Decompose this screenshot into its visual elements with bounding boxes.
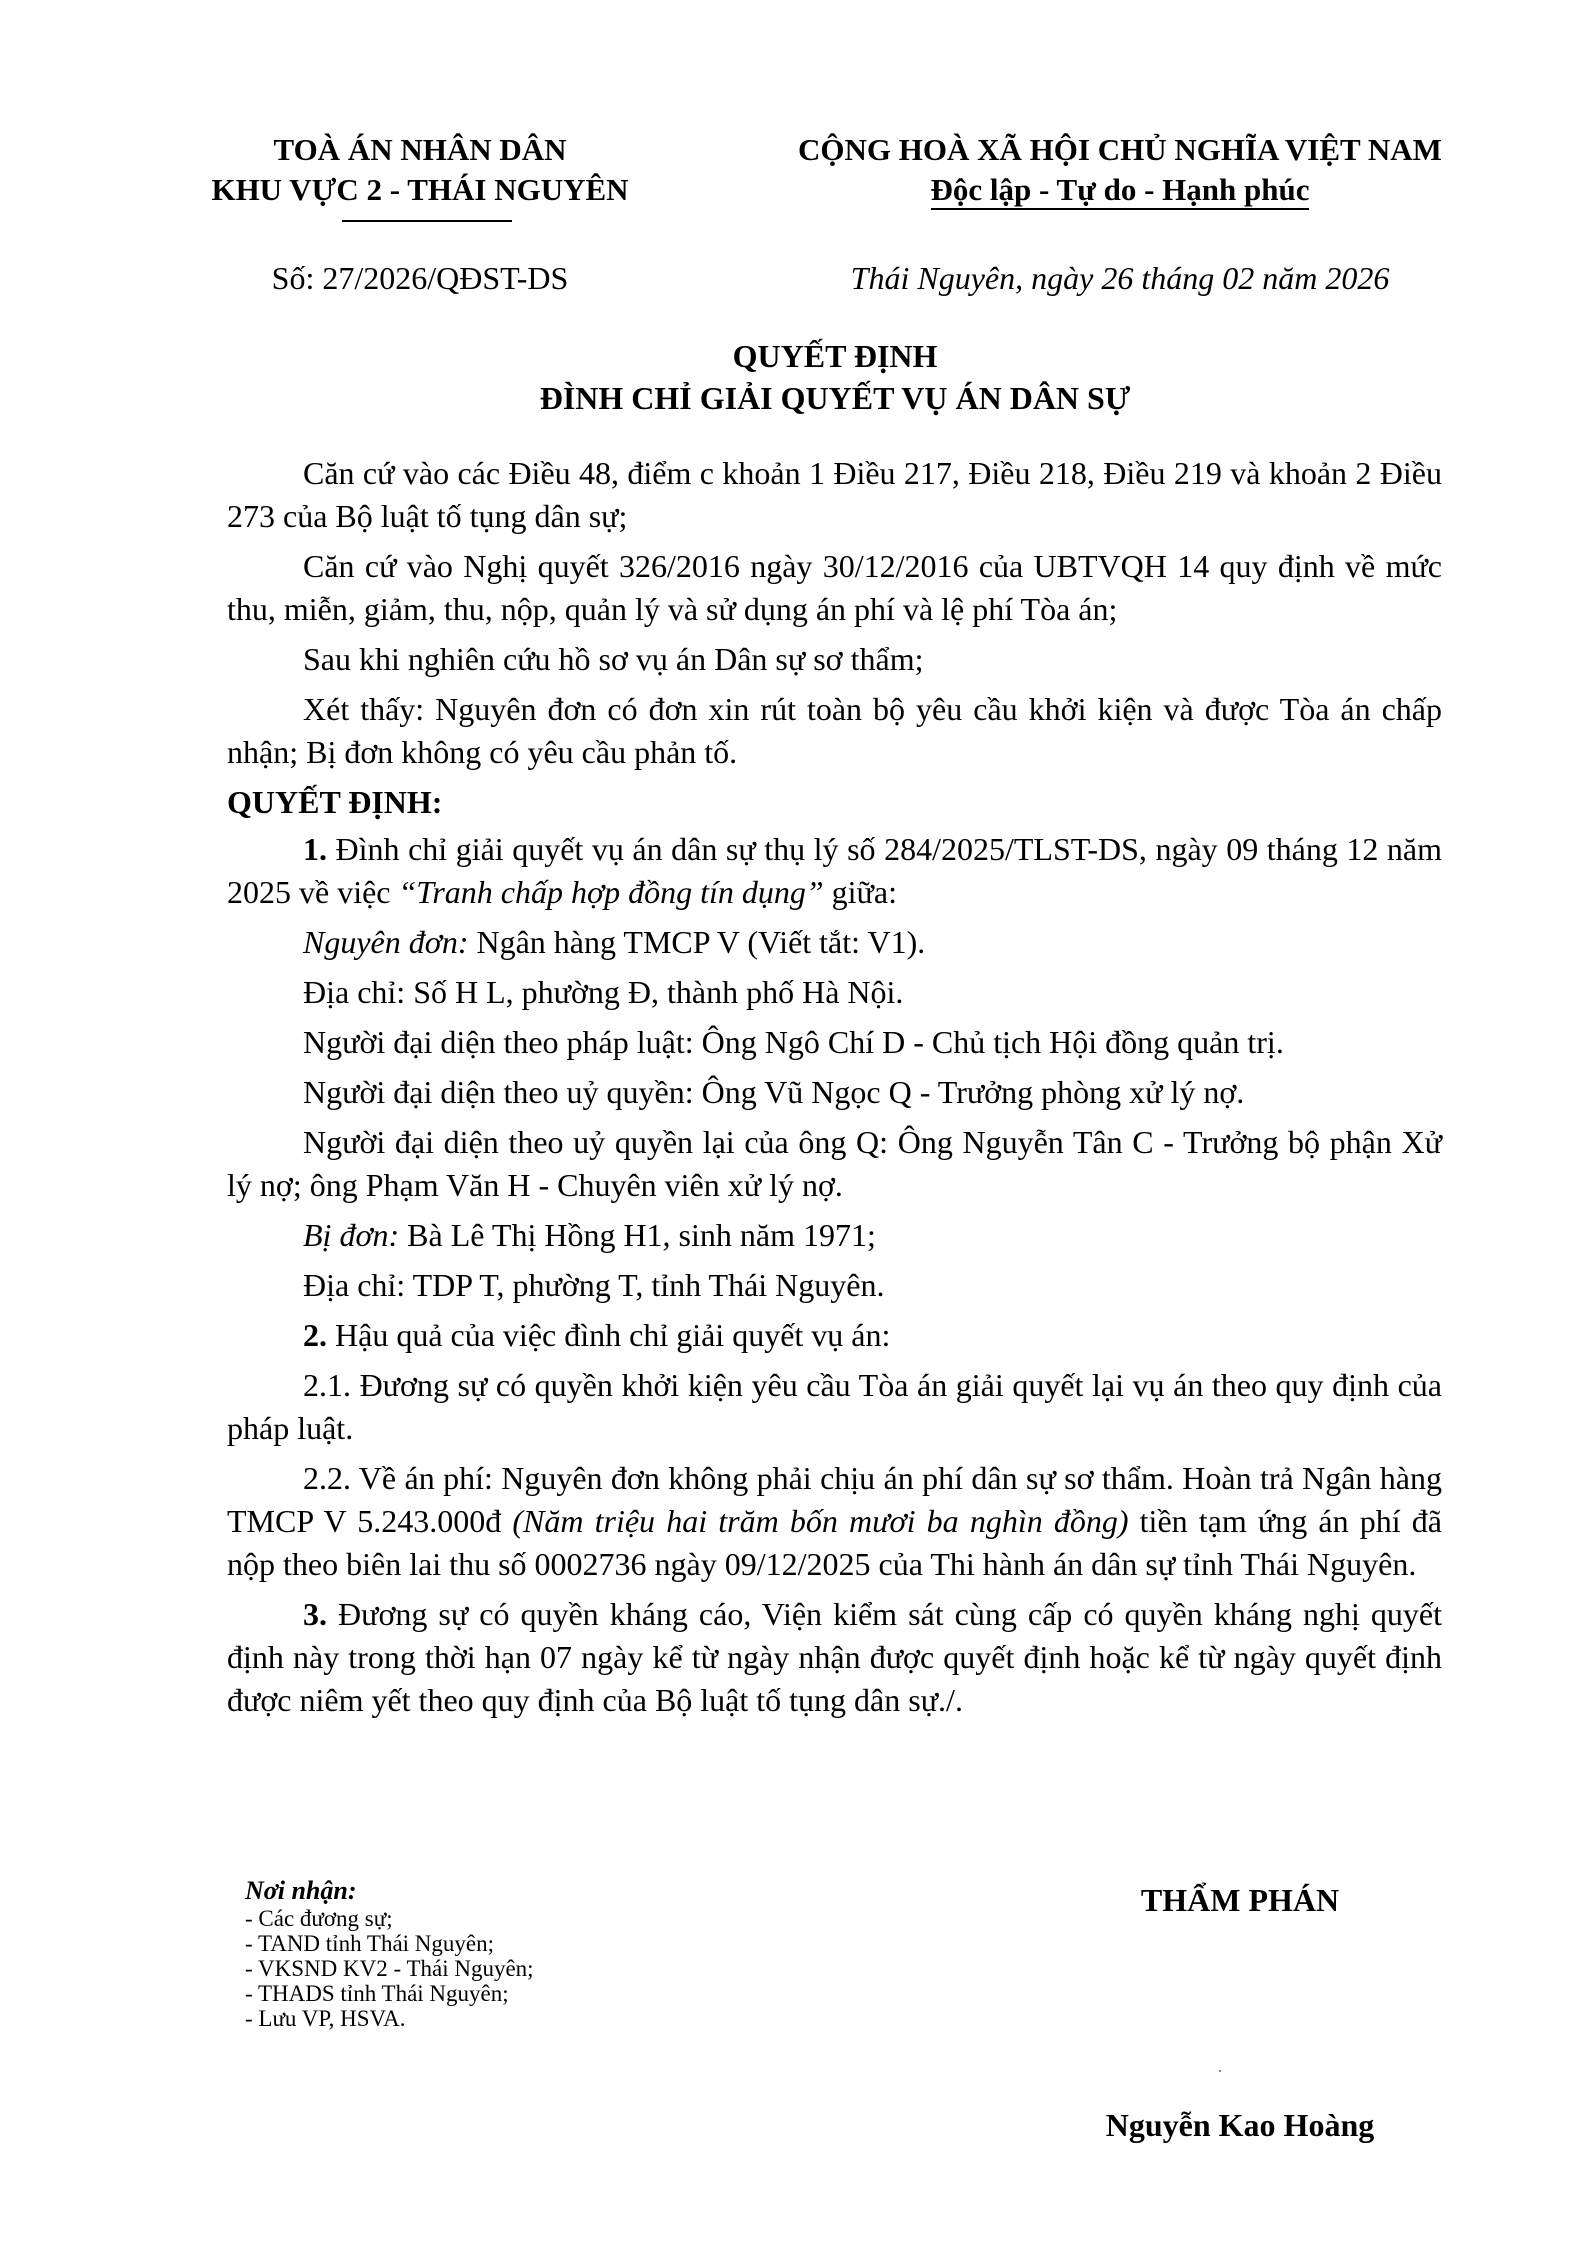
case-type: “Tranh chấp hợp đồng tín dụng” bbox=[398, 874, 824, 910]
decision-item-3 bbox=[227, 1593, 1442, 1722]
plaintiff-label: Nguyên đơn: bbox=[303, 924, 469, 960]
item-text: 2.2. Về án phí: Nguyên đơn không phải chịu án phí dân sự sơ thẩm. Hoàn trả Ngân hàng TMCP V 5.243.000đ bbox=[227, 1460, 1442, 1539]
item-number: 1. bbox=[303, 831, 327, 867]
legal-representative: Người đại diện theo pháp luật: Ông Ngô Chí D - Chủ tịch Hội đồng quản trị. bbox=[303, 1024, 1284, 1060]
document-title bbox=[225, 335, 1445, 419]
item-number: 3. bbox=[303, 1596, 327, 1632]
item-text: tiền tạm ứng án phí đã nộp theo biên lai thu số 0002736 ngày 09/12/2025 của Thi hành án dân sự tỉnh Thái Nguyên. bbox=[227, 1503, 1443, 1582]
plaintiff-line bbox=[227, 921, 1442, 964]
recipient-item: - Lưu VP, HSVA. bbox=[245, 2006, 705, 2031]
recipient-item: - TAND tỉnh Thái Nguyên; bbox=[245, 1931, 705, 1956]
decision-heading: QUYẾT ĐỊNH: bbox=[227, 784, 443, 820]
recipient-item: - THADS tỉnh Thái Nguyên; bbox=[245, 1981, 705, 2006]
title-line2: ĐÌNH CHỈ GIẢI QUYẾT VỤ ÁN DÂN SỰ bbox=[539, 380, 1131, 416]
plaintiff-value: Ngân hàng TMCP V (Viết tắt: V1). bbox=[468, 924, 926, 960]
preamble-paragraph: Căn cứ vào Nghị quyết 326/2016 ngày 30/12/2016 của UBTVQH 14 quy định về mức thu, miễn, giảm, thu, nộp, quản lý và sử dụng án phí và lệ phí Tòa án; bbox=[227, 548, 1442, 627]
preamble-paragraph: Xét thấy: Nguyên đơn có đơn xin rút toàn bộ yêu cầu khởi kiện và được Tòa án chấp nhận; Bị đơn không có yêu cầu phản tố. bbox=[227, 691, 1442, 770]
sub-authorized-representative: Người đại diện theo uỷ quyền lại của ông Q: Ông Nguyễn Tân C - Trưởng bộ phận Xử lý nợ; ông Phạm Văn H - Chuyên viên xử lý nợ. bbox=[227, 1124, 1442, 1203]
authorized-representative: Người đại diện theo uỷ quyền: Ông Vũ Ngọc Q - Trưởng phòng xử lý nợ. bbox=[303, 1074, 1245, 1110]
item-text: Đương sự có quyền kháng cáo, Viện kiểm sát cùng cấp có quyền kháng nghị quyết định này trong thời hạn 07 ngày kể từ ngày nhận được quyết định hoặc kể từ ngày quyết định được niêm yết theo quy định của Bộ luật tố tụng dân sự./. bbox=[227, 1596, 1442, 1718]
court-name-line1: TOÀ ÁN NHÂN DÂN bbox=[273, 132, 567, 167]
defendant-label: Bị đơn: bbox=[303, 1217, 400, 1253]
recipients-title: Nơi nhận: bbox=[245, 1876, 357, 1905]
recipients-list bbox=[245, 1906, 705, 2031]
court-name-line2: KHU VỰC 2 - THÁI NGUYÊN bbox=[211, 172, 629, 207]
item-text: Đình chỉ giải quyết vụ án dân sự thụ lý số 284/2025/TLST-DS, ngày 09 tháng 12 năm 2025 về việc bbox=[227, 831, 1442, 910]
scan-speck bbox=[1219, 2070, 1221, 2072]
recipient-item: - Các đương sự; bbox=[245, 1906, 705, 1931]
recipients-block bbox=[245, 1876, 705, 2031]
judge-title: THẨM PHÁN bbox=[1140, 1882, 1340, 1918]
item-text: giữa: bbox=[823, 874, 897, 910]
defendant-line bbox=[227, 1214, 1442, 1257]
national-name: CỘNG HOÀ XÃ HỘI CHỦ NGHĨA VIỆT NAM bbox=[798, 132, 1442, 167]
date-line: Thái Nguyên, ngày 26 tháng 02 năm 2026 bbox=[850, 260, 1390, 296]
decision-item-1 bbox=[227, 828, 1442, 914]
document-body bbox=[227, 452, 1442, 1729]
defendant-address: Địa chỉ: TDP T, phường T, tỉnh Thái Nguyên. bbox=[303, 1267, 885, 1303]
defendant-value: Bà Lê Thị Hồng H1, sinh năm 1971; bbox=[399, 1217, 876, 1253]
plaintiff-address: Địa chỉ: Số H L, phường Đ, thành phố Hà Nội. bbox=[303, 974, 904, 1010]
preamble-paragraph: Sau khi nghiên cứu hồ sơ vụ án Dân sự sơ thẩm; bbox=[303, 641, 924, 677]
decision-item-2-2 bbox=[227, 1457, 1442, 1586]
item-number: 2. bbox=[303, 1317, 327, 1353]
decision-item-2 bbox=[227, 1314, 1442, 1357]
national-heading-block bbox=[700, 130, 1540, 210]
decision-item-2-1: 2.1. Đương sự có quyền khởi kiện yêu cầu Tòa án giải quyết lại vụ án theo quy định của pháp luật. bbox=[227, 1367, 1442, 1446]
national-motto: Độc lập - Tự do - Hạnh phúc bbox=[931, 172, 1310, 210]
item-text: Hậu quả của việc đình chỉ giải quyết vụ án: bbox=[327, 1317, 891, 1353]
court-name-divider bbox=[342, 220, 512, 222]
recipient-item: - VKSND KV2 - Thái Nguyên; bbox=[245, 1956, 705, 1981]
judge-name: Nguyễn Kao Hoàng bbox=[1105, 2107, 1375, 2143]
title-line1: QUYẾT ĐỊNH bbox=[732, 338, 938, 374]
court-name-block bbox=[160, 130, 680, 210]
amount-in-words: (Năm triệu hai trăm bốn mươi ba nghìn đồng) bbox=[512, 1503, 1129, 1539]
document-number: Số: 27/2026/QĐST-DS bbox=[271, 260, 569, 296]
preamble-paragraph: Căn cứ vào các Điều 48, điểm c khoản 1 Điều 217, Điều 218, Điều 219 và khoản 2 Điều 273 của Bộ luật tố tụng dân sự; bbox=[227, 455, 1442, 534]
